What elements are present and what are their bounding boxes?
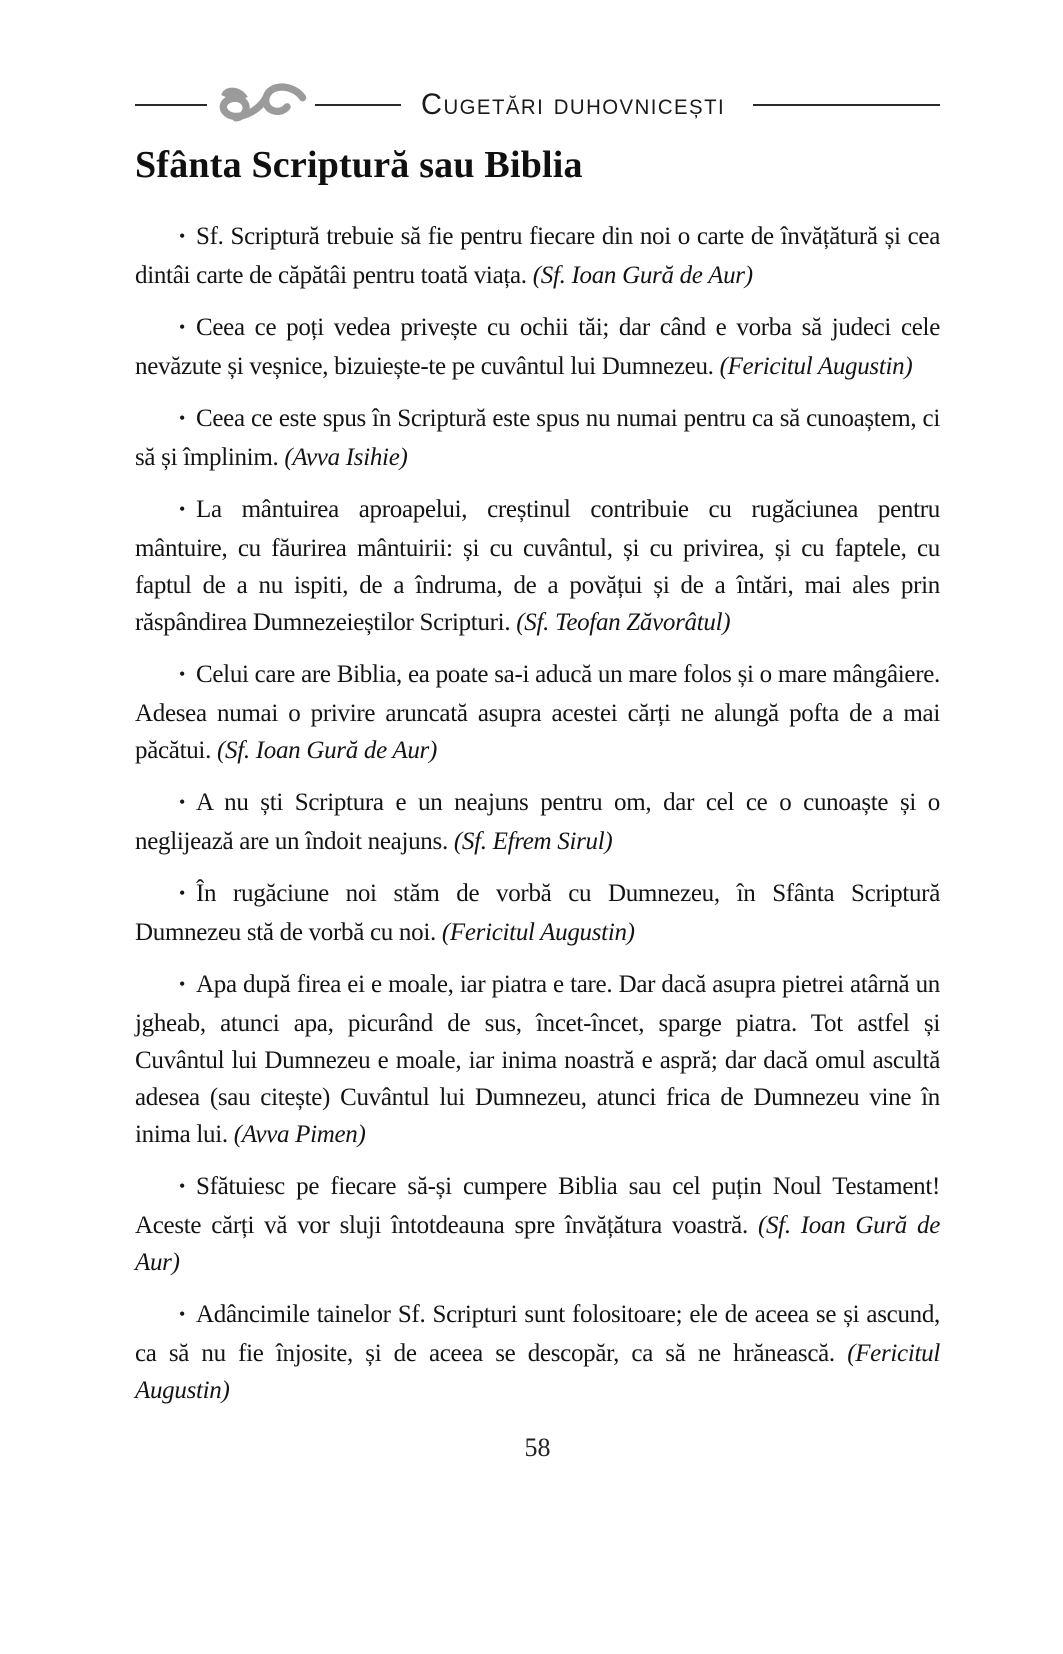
quote-attribution: (Avva Pimen) bbox=[233, 1121, 366, 1148]
quote-paragraph bbox=[135, 656, 940, 769]
bullet-icon: • bbox=[179, 664, 186, 684]
quote-paragraph bbox=[135, 491, 940, 641]
bullet-icon: • bbox=[179, 792, 186, 812]
quote-paragraph bbox=[135, 1296, 940, 1409]
quote-text: Sf. Scriptură trebuie să fie pentru fiecare din noi o carte de învățătură și cea dintâi carte de căpătâi pentru toată viața. bbox=[135, 223, 940, 289]
quote-paragraph bbox=[135, 875, 940, 951]
quote-attribution: (Sf. Ioan Gură de Aur) bbox=[532, 262, 753, 289]
quote-attribution: (Sf. Teofan Zăvorâtul) bbox=[516, 609, 731, 636]
quote-text: Celui care are Biblia, ea poate sa-i aducă un mare folos și o mare mângâiere. Adesea numai o privire aruncată asupra acestei cărți ne alungă pofta de a mai păcătui. bbox=[135, 661, 940, 764]
bullet-icon: • bbox=[179, 974, 186, 994]
quote-paragraph bbox=[135, 1168, 940, 1281]
page-number: 58 bbox=[524, 1433, 551, 1462]
quote-text: Apa după firea ei e moale, iar piatra e tare. Dar dacă asupra pietrei atârnă un jgheab, atunci apa, picurând de sus, încet-încet, sparge piatra. Tot astfel și Cuvântul lui Dumnezeu e moale, iar inima noastră e aspră; dar dacă omul ascultă adesea (sau citește) Cuvântul lui Dumnezeu, atunci frica de Dumnezeu vine în inima lui. bbox=[135, 971, 940, 1148]
bullet-icon: • bbox=[179, 408, 186, 428]
quote-text: La mântuirea aproapelui, creștinul contribuie cu rugăciunea pentru mântuire, cu făurirea mântuirii: și cu cuvântul, și cu privirea, și cu faptele, cu faptul de a nu ispiti, de a îndruma, de a povățui și de a întări, mai ales prin răspândirea Dumnezeieștilor Scripturi. bbox=[135, 496, 940, 636]
quote-paragraph bbox=[135, 784, 940, 860]
quote-text: A nu ști Scriptura e un neajuns pentru om, dar cel ce o cunoaște și o neglijează are un îndoit neajuns. bbox=[135, 789, 940, 855]
quote-attribution: (Fericitul Augustin) bbox=[719, 353, 913, 380]
bullet-icon: • bbox=[179, 1304, 186, 1324]
quote-text: Sfătuiesc pe fiecare să-și cumpere Biblia sau cel puțin Noul Testament! Aceste cărți vă vor sluji întotdeauna spre învățătura voastră. bbox=[135, 1173, 940, 1239]
floral-scroll-icon bbox=[213, 83, 309, 127]
chapter-heading: Sfânta Scriptură sau Biblia bbox=[135, 144, 583, 186]
quote-text: Ceea ce poți vedea privește cu ochii tăi; dar când e vorba să judeci cele nevăzute și veșnice, bizuiește-te pe cuvântul lui Dumnezeu. bbox=[135, 314, 940, 380]
bullet-icon: • bbox=[179, 317, 186, 337]
bullet-icon: • bbox=[179, 499, 186, 519]
quote-attribution: (Sf. Efrem Sirul) bbox=[453, 828, 613, 855]
quote-paragraph bbox=[135, 966, 940, 1153]
header-rule-right bbox=[753, 104, 940, 106]
quote-list bbox=[135, 218, 940, 1409]
quote-attribution: (Fericitul Augustin) bbox=[441, 919, 635, 946]
bullet-icon: • bbox=[179, 883, 186, 903]
bullet-icon: • bbox=[179, 1176, 186, 1196]
quote-attribution: (Sf. Ioan Gură de Aur) bbox=[216, 737, 437, 764]
quote-attribution: (Avva Isihie) bbox=[284, 444, 408, 471]
quote-paragraph bbox=[135, 218, 940, 294]
quote-text: Ceea ce este spus în Scriptură este spus nu numai pentru ca să cunoaștem, ci să și împlinim. bbox=[135, 405, 940, 471]
running-header bbox=[135, 86, 940, 124]
quote-attribution: (Sf. Ioan Gură de Aur) bbox=[135, 1212, 940, 1276]
header-rule-mid bbox=[315, 104, 401, 106]
quote-text: Adâncimile tainelor Sf. Scripturi sunt folositoare; ele de aceea se și ascund, ca să nu fie înjosite, și de aceea se descopăr, ca să ne hrănească. bbox=[135, 1301, 940, 1367]
quote-paragraph bbox=[135, 400, 940, 476]
running-title: Cugetări duhovnicești bbox=[421, 88, 726, 121]
quote-text: În rugăciune noi stăm de vorbă cu Dumnezeu, în Sfânta Scriptură Dumnezeu stă de vorbă cu noi. bbox=[135, 880, 940, 946]
header-rule-left bbox=[135, 104, 207, 106]
quote-paragraph bbox=[135, 309, 940, 385]
bullet-icon: • bbox=[179, 226, 186, 246]
quote-attribution: (Fericitul Augustin) bbox=[135, 1340, 940, 1404]
